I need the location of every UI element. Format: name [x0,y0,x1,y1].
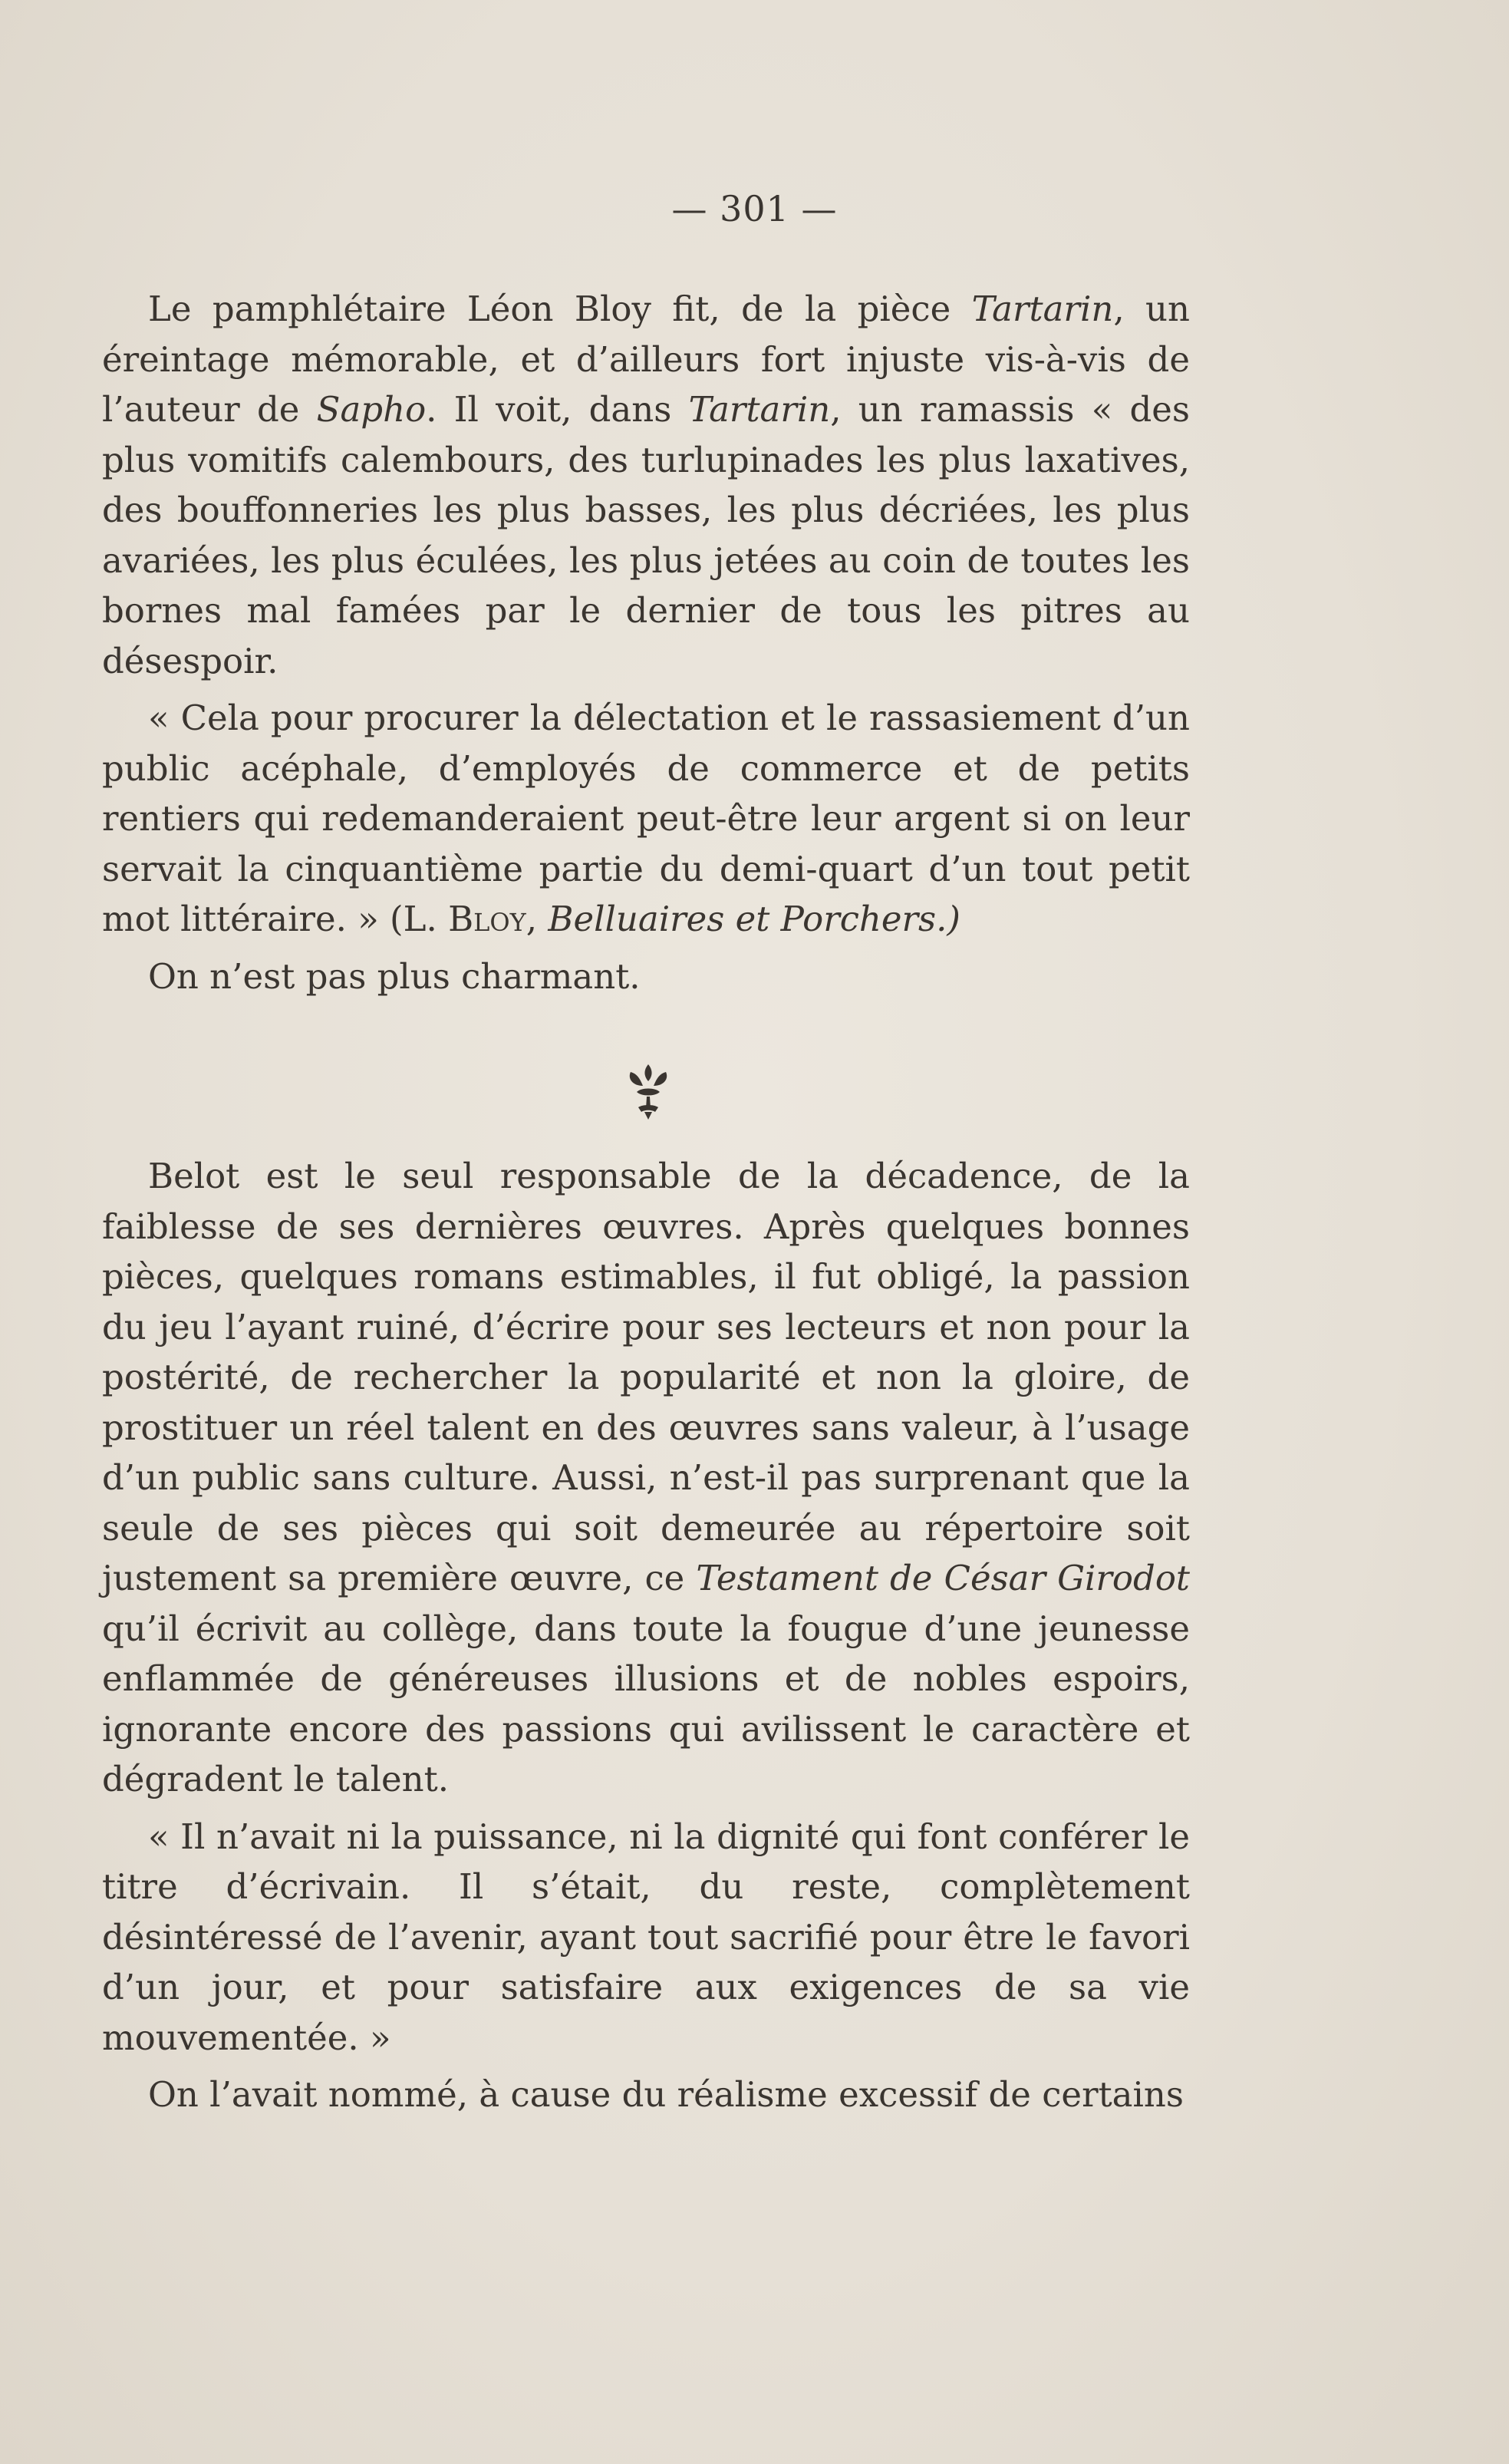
paragraph-bloy-conclusion: On n’est pas plus charmant. [148,955,641,997]
page-number: — 301 — [671,188,838,229]
text-section-belot [102,1151,1190,2127]
text-run: qu’il écrivit au collège, dans toute la fougue d’une jeunesse enflammée de généreuses illusions et de nobles espoirs, ignorante encore des passions qui avilissent le caractère et dégradent le talent. [102,1608,1190,1799]
fleuron-icon [621,1061,675,1123]
italic-title-tartarin: Tartarin [971,289,1114,329]
paragraph-bloy-quote [102,693,1190,945]
text-run: « Cela pour procurer la délectation et le rassasiement d’un public acéphale, d’employés de commerce et de petits rentiers qui redemanderaient peut-être leur argent si on leur servait la cinquantième partie du demi-quart d’un tout petit mot littéraire. » (L. [102,698,1190,939]
paragraph-belot-continued: On l’avait nommé, à cause du réalisme excessif de certains [148,2074,1184,2115]
text-section-bloy [102,284,1190,1008]
paragraph-belot-quote: « Il n’avait ni la puissance, ni la dignité qui font conférer le titre d’écrivain. Il s’était, du reste, complètement désintéressé de l’avenir, ayant tout sacrifié pour être le favori d’un jour, et pour satisfaire aux exigences de sa vie mouvementée. » [102,1816,1190,2058]
text-run: Belot est le seul responsable de la décadence, de la faiblesse de ses dernières œuvres. Après quelques bonnes pièces, quelques romans estimables, il fut obligé, la passion du jeu l’ayant ruiné, d’écrire pour ses lecteurs et non pour la postérité, de rechercher la popularité et non la gloire, de prostituer un réel talent en des œuvres sans valeur, à l’usage d’un public sans culture. Aussi, n’est-il pas surprenant que la seule de ses pièces qui soit demeurée au répertoire soit justement sa première œuvre, ce [102,1156,1190,1598]
italic-title-tartarin: Tartarin [688,389,831,430]
small-caps-author: Bloy [448,899,526,939]
text-run: Le pamphlétaire Léon Bloy fit, de la pièce [148,289,972,329]
italic-title-belluaires: Belluaires et Porchers.) [548,899,960,939]
text-run: , un éreintage mémorable, et d’ailleurs fort injuste vis-à-vis de l’auteur de [102,289,1191,430]
italic-title-sapho: Sapho [316,389,427,430]
text-run: , un ramassis « des plus vomitifs calembours, des turlupinades les plus laxatives, des bouffonneries les plus basses, les plus décriées, les plus avariées, les plus éculées, les plus jetées au coin de toutes les bornes mal famées par le dernier de tous les pitres au désespoir. [102,389,1191,681]
paragraph-bloy-intro [102,284,1190,686]
text-run: . Il voit, dans [426,389,689,430]
paragraph-belot-intro [102,1151,1190,1805]
text-run: , [526,899,549,939]
italic-title-testament: Testament de César Girodot [696,1558,1191,1598]
